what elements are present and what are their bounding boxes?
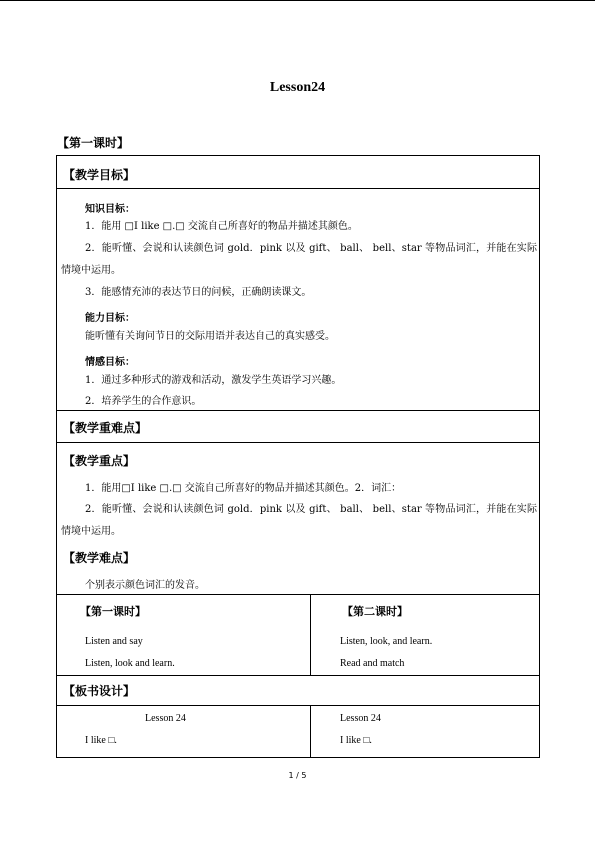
difficult-points-heading: 【教学难点】 [63, 551, 136, 565]
board-design-heading: 【板书设计】 [63, 684, 136, 698]
objectives-heading: 【教学目标】 [63, 168, 136, 182]
period-1-item-2: Listen, look and learn. [85, 658, 175, 669]
ability-goals-label: 能力目标： [85, 313, 135, 324]
knowledge-goal-1: 1．能用 □I like □.□ 交流自己所喜好的物品并描述其颜色。 [85, 221, 358, 232]
row-divider [57, 705, 539, 706]
row-divider [57, 594, 539, 595]
lesson-plan-table [56, 155, 540, 758]
ability-goal-1: 能听懂有关询问节日的交际用语并表达自己的真实感受。 [85, 331, 335, 342]
top-rule [0, 0, 595, 1]
key-difficult-heading: 【教学重难点】 [63, 421, 148, 435]
board-left-title: Lesson 24 [145, 713, 186, 724]
section-heading: 【第一课时】 [57, 136, 130, 150]
period-1-heading: 【第一课时】 [80, 605, 146, 618]
board-right-title: Lesson 24 [340, 713, 381, 724]
board-left-line: I like □. [85, 735, 117, 746]
key-points-heading: 【教学重点】 [63, 454, 136, 468]
key-point-2: 2．能听懂、会说和认读颜色词 gold．pink 以及 gift、 ball、 bell、star 等物品词汇，并能在实际情境中运用。 [61, 504, 537, 537]
period-2-item-2: Read and match [340, 658, 405, 669]
emotion-goal-1: 1．通过多种形式的游戏和活动，激发学生英语学习兴趣。 [85, 375, 342, 386]
column-divider [310, 594, 311, 675]
column-divider [310, 705, 311, 758]
difficult-point-1: 个别表示颜色词汇的发音。 [85, 580, 205, 591]
period-2-item-1: Listen, look, and learn. [340, 636, 433, 647]
page-number: 1 / 5 [288, 771, 307, 780]
board-right-line: I like □. [340, 735, 372, 746]
period-2-heading: 【第二课时】 [342, 605, 408, 618]
row-divider [57, 410, 539, 411]
period-1-item-1: Listen and say [85, 636, 143, 647]
knowledge-goal-2: 2．能听懂、会说和认读颜色词 gold．pink 以及 gift、 ball、 bell、star 等物品词汇，并能在实际情境中运用。 [61, 243, 537, 276]
row-divider [57, 675, 539, 676]
knowledge-goals-label: 知识目标： [85, 204, 135, 215]
emotion-goal-2: 2．培养学生的合作意识。 [85, 396, 202, 407]
row-divider [57, 442, 539, 443]
row-divider [57, 188, 539, 189]
emotion-goals-label: 情感目标： [85, 357, 135, 368]
page-title: Lesson24 [269, 80, 326, 95]
knowledge-goal-3: 3．能感情充沛的表达节日的问候，正确朗读课文。 [85, 287, 312, 298]
key-point-1: 1．能用□I like □.□ 交流自己所喜好的物品并描述其颜色。2．词汇： [85, 483, 402, 494]
